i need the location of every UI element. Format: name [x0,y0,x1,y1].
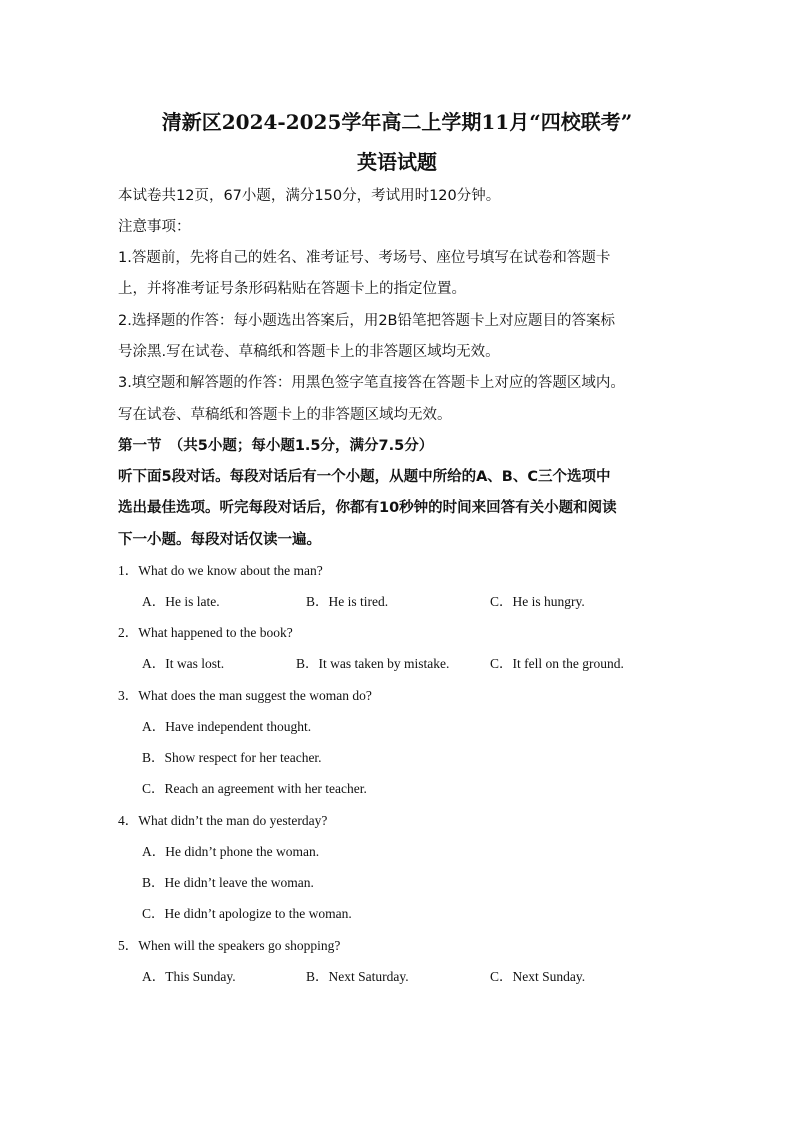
note-line: 号涂黑.写在试卷、草稿纸和答题卡上的非答题区域均无效。 [118,344,500,360]
question-1-text: 1．What do we know about the man? [118,563,323,578]
question-3-text: 3．What does the man suggest the woman do? [118,688,372,703]
exam-summary: 本试卷共12页，67小题，满分150分，考试用时120分钟。 [118,188,501,204]
directions-line: 选出最佳选项。听完每段对话后，你都有10秒钟的时间来回答有关小题和阅读 [118,500,617,516]
question-1-option-c[interactable]: C．He is hungry. [490,594,585,609]
question-5-option-a[interactable]: A．This Sunday. [142,969,236,984]
notice-heading: 注意事项： [118,219,191,235]
exam-title: 清新区2024-2025学年高二上学期11月“四校联考” [161,110,633,134]
note-line: 上，并将准考证号条形码粘贴在答题卡上的指定位置。 [118,281,466,297]
directions-line: 听下面5段对话。每段对话后有一个小题，从题中所给的A、B、C三个选项中 [118,469,611,485]
note-line: 1.答题前，先将自己的姓名、准考证号、考场号、座位号填写在试卷和答题卡 [118,250,611,266]
question-1-option-b[interactable]: B．He is tired. [306,594,389,609]
question-4-option-a[interactable]: A．He didn’t phone the woman. [142,844,320,859]
exam-subtitle: 英语试题 [357,150,437,174]
question-2-option-b[interactable]: B．It was taken by mistake. [296,656,450,671]
directions-line: 下一小题。每段对话仅读一遍。 [118,532,321,548]
question-1-option-a[interactable]: A．He is late. [142,594,220,609]
question-2-option-a[interactable]: A．It was lost. [142,656,225,671]
note-line: 3.填空题和解答题的作答：用黑色签字笔直接答在答题卡上对应的答题区域内。 [118,375,625,391]
question-4-option-b[interactable]: B．He didn’t leave the woman. [142,875,314,890]
question-3-option-b[interactable]: B．Show respect for her teacher. [142,750,322,765]
question-2-option-c[interactable]: C．It fell on the ground. [490,656,624,671]
question-5-option-b[interactable]: B．Next Saturday. [306,969,409,984]
question-5-option-c[interactable]: C．Next Sunday. [490,969,586,984]
question-4-text: 4．What didn’t the man do yesterday? [118,813,328,828]
question-2-text: 2．What happened to the book? [118,625,293,640]
question-4-option-c[interactable]: C．He didn’t apologize to the woman. [142,906,352,921]
note-line: 写在试卷、草稿纸和答题卡上的非答题区域均无效。 [118,407,452,423]
question-3-option-c[interactable]: C．Reach an agreement with her teacher. [142,781,367,796]
section-heading: 第一节 （共5小题；每小题1.5分，满分7.5分） [118,438,434,454]
question-5-text: 5．When will the speakers go shopping? [118,938,341,953]
note-line: 2.选择题的作答：每小题选出答案后，用2B铅笔把答题卡上对应题目的答案标 [118,313,616,329]
question-3-option-a[interactable]: A．Have independent thought. [142,719,312,734]
